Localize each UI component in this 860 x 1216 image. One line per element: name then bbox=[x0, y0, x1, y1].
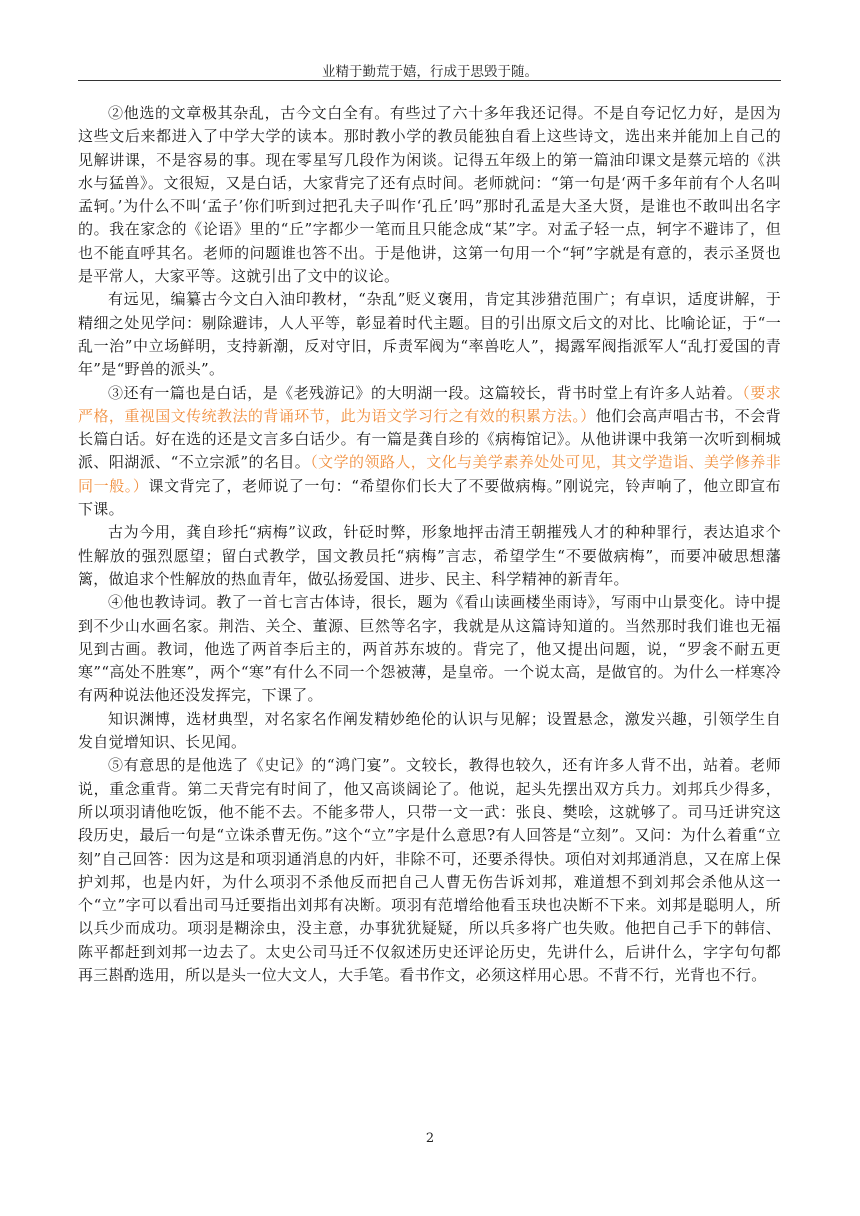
paragraph-3-text-c: 课文背完了，老师说了一句：“希望你们长大了不要做病梅。”刚说完，铃声响了，他立即宣布下课。 bbox=[78, 476, 781, 519]
article-body bbox=[78, 102, 781, 987]
commentary-paragraph-2: 有远见，编纂古今文白入油印教材，“杂乱”贬义褒用，肯定其涉猎范围广；有卓识，适度讲解，于精细之处见学问：剔除避讳，人人平等，彰显着时代主题。目的引出原文后文的对比、比喻论证，于“一乱一治”中立场鲜明，支持新潮，反对守旧，斥责军阀为“率兽吃人”，揭露军阀指派军人“乱打爱国的青年”是“野兽的派头”。 bbox=[78, 290, 781, 379]
commentary-paragraph-3: 古为今用，龚自珍托“病梅”议政，针砭时弊，形象地抨击清王朝摧残人才的种种罪行，表达追求个性解放的强烈愿望；留白式教学，国文教员托“病梅”言志，希望学生“不要做病梅”，而要冲破思想藩篱，做追求个性解放的热血青年，做弘扬爱国、进步、民主、科学精神的新青年。 bbox=[78, 523, 781, 588]
page-header-motto: 业精于勤荒于嬉，行成于思毁于随。 bbox=[322, 64, 538, 80]
paragraph-3-text-b: 他们会高声唱古书，不会背长篇白话。好在选的还是文言多白话少。有一篇是龚自珍的《病梅馆记》。从他讲课中我第一次听到桐城派、阳湖派、“不立宗派”的名目。 bbox=[78, 406, 781, 472]
page-number: 2 bbox=[425, 1131, 435, 1146]
annotation-recitation: （要求严格，重视国文传统教法的背诵环节，此为语文学习行之有效的积累方法。） bbox=[78, 383, 781, 425]
annotation-literary-guide: （文学的领路人，文化与美学素养处处可见，其文学造诣、美学修养非同一般。） bbox=[78, 453, 781, 495]
paragraph-2: ②他选的文章极其杂乱，古今文白全有。有些过了六十多年我还记得。不是自夸记忆力好，是因为这些文后来都进入了中学大学的读本。那时教小学的教员能独自看上这些诗文，选出来并能加上自己的见解讲课，不是容易的事。现在零星写几段作为闲谈。记得五年级上的第一篇油印课文是蔡元培的《洪水与猛兽》。文很短，又是白话，大家背完了还有点时间。老师就问：“第一句是‘两千多年前有个人名叫孟轲。’为什么不叫‘孟子’你们听到过把孔夫子叫作‘孔丘’吗”那时孔孟是大圣大贤，是谁也不敢叫出名字的。我在家念的《论语》里的“丘”字都少一笔而且只能念成“某”字。对孟子轻一点，轲字不避讳了，但也不能直呼其名。老师的问题谁也答不出。于是他讲，这第一句用一个“轲”字就是有意的，表示圣贤也是平常人，大家平等。这就引出了文中的议论。 bbox=[78, 104, 781, 286]
paragraph-3 bbox=[78, 382, 781, 522]
paragraph-4: ④他也教诗词。教了一首七言古体诗，很长，题为《看山读画楼坐雨诗》，写雨中山景变化。诗中提到不少山水画名家。荆浩、关仝、董源、巨然等名字，我就是从这篇诗知道的。当然那时我们谁也无福见到古画。教词，他选了两首李后主的，两首苏东坡的。背完了，他又提出问题，说，“罗衾不耐五更寒”“高处不胜寒”，两个“寒”有什么不同一个怨被薄，是皇帝。一个说太高，是做官的。为什么一样寒冷有两种说法他还没发挥完，下课了。 bbox=[78, 593, 781, 705]
paragraph-3-text-a: ③还有一篇也是白话，是《老残游记》的大明湖一段。这篇较长，背书时堂上有许多人站着。 bbox=[108, 383, 743, 402]
paragraph-5: ⑤有意思的是他选了《史记》的“鸿门宴”。文较长，教得也较久，还有许多人背不出，站着。老师说，重念重背。第二天背完有时间了，他又高谈阔论了。他说，起头先摆出双方兵力。刘邦兵少得多，所以项羽请他吃饭，他不能不去。不能多带人，只带一文一武：张良、樊哙，这就够了。司马迁讲究这段历史，最后一句是“立诛杀曹无伤。”这个“立”字是什么意思?有人回答是“立刻”。又问：为什么着重“立刻”自己回答：因为这是和项羽通消息的内奸，非除不可，还要杀得快。项伯对刘邦通消息，又在席上保护刘邦，也是内奸，为什么项羽不杀他反而把自己人曹无伤告诉刘邦，难道想不到刘邦会杀他从这一个“立”字可以看出司马迁要指出刘邦有决断。项羽有范增给他看玉玦也决断不下来。刘邦是聪明人，所以兵少而成功。项羽是糊涂虫，没主意，办事犹犹疑疑，所以兵多将广也失败。他把自己手下的韩信、陈平都赶到刘邦一边去了。太史公司马迁不仅叙述历史还评论历史，先讲什么，后讲什么，字字句句都再三斟酌选用，所以是头一位大文人，大手笔。看书作文，必须这样用心思。不背不行，光背也不行。 bbox=[78, 756, 781, 984]
header-divider bbox=[78, 80, 781, 81]
commentary-paragraph-4: 知识渊博，选材典型，对名家名作阐发精妙绝伦的认识与见解；设置悬念，激发兴趣，引领学生自发自觉增知识、长见闻。 bbox=[78, 709, 781, 752]
